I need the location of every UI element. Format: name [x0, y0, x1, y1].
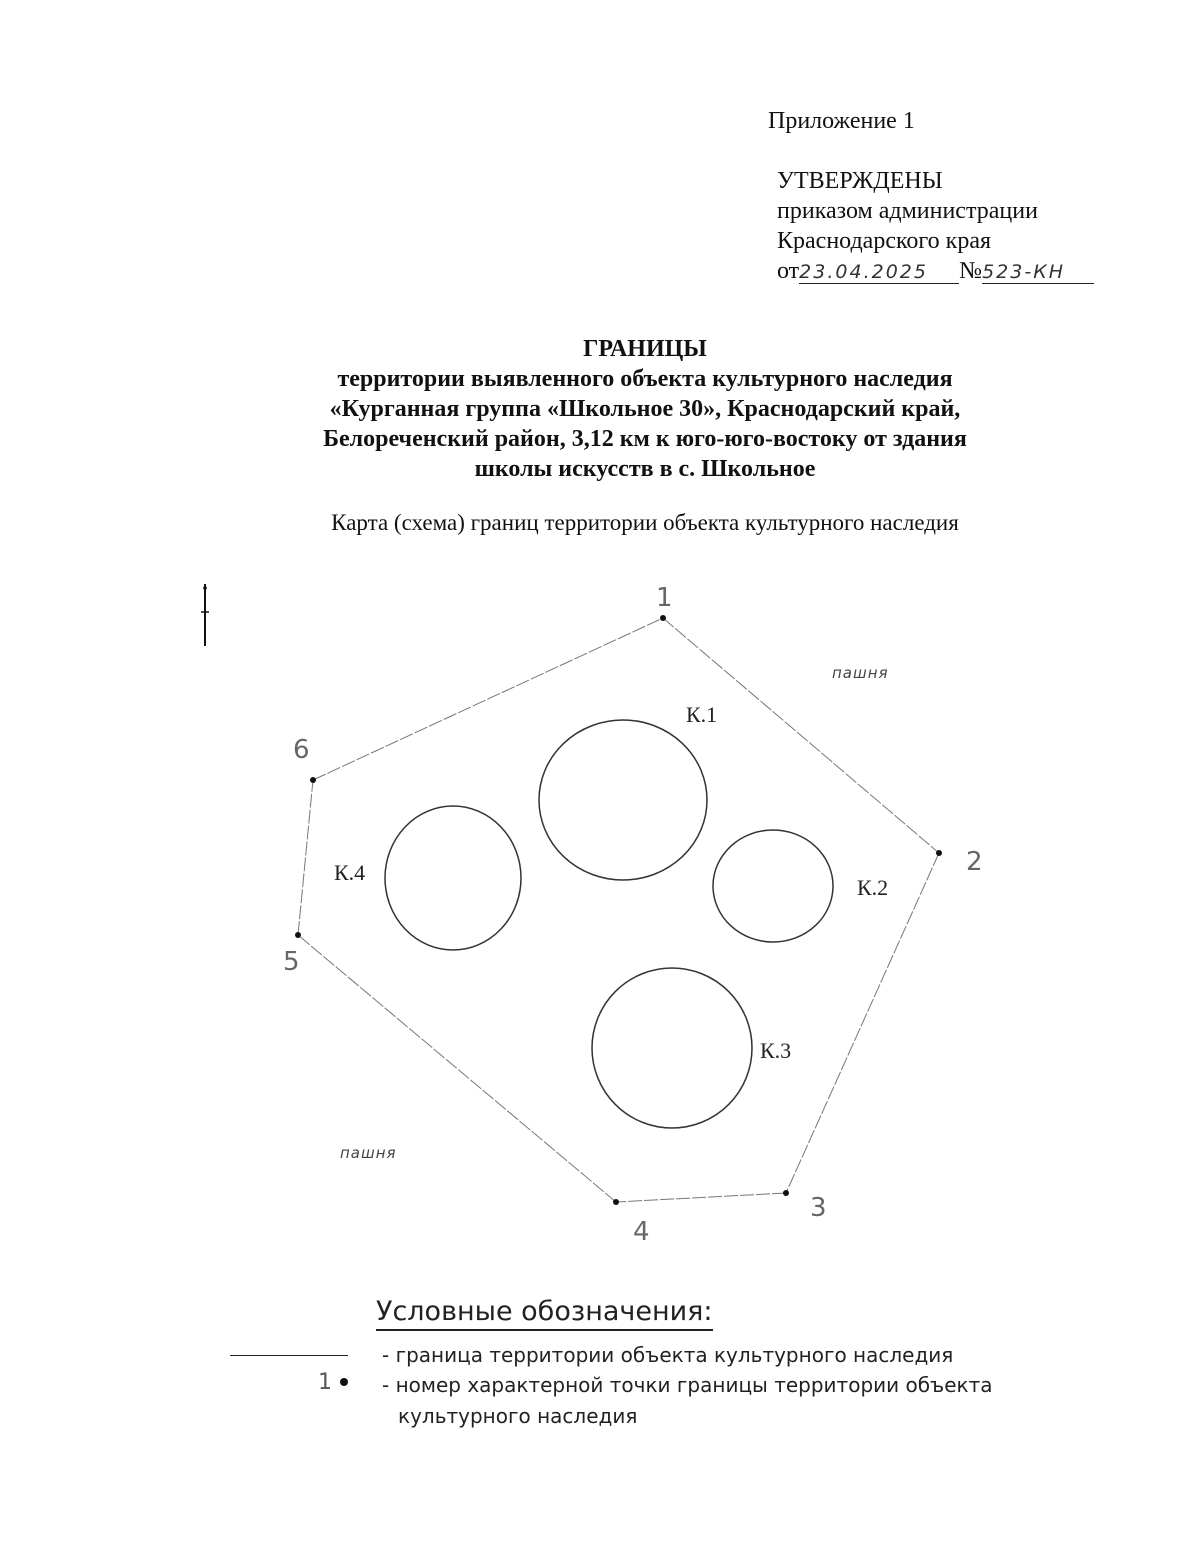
north-arrow-icon [201, 584, 209, 646]
point-label-5: 5 [283, 947, 300, 977]
mound-label-k2: К.2 [857, 875, 889, 900]
map-caption: Карта (схема) границ территории объекта культурного наследия [331, 510, 959, 535]
mound-k3 [592, 968, 752, 1128]
territory-boundary [298, 618, 939, 1202]
legend-point-text-1: - номер характерной точки границы территории объекта [382, 1373, 993, 1397]
boundary-map [0, 560, 1200, 1260]
date-value: 23.04.2025 [799, 261, 959, 284]
mound-k4 [385, 806, 521, 950]
legend-heading: Условные обозначения: [376, 1296, 713, 1331]
order-date-line [777, 256, 1094, 286]
title-line-2: «Курганная группа «Школьное 30», Краснодарский край, [329, 396, 961, 422]
land-label-arable-sw: пашня [340, 1144, 397, 1162]
order-line-2: Краснодарского края [777, 228, 992, 254]
title-line-3: Белореченский район, 3,12 км к юго-юго-востоку от здания [323, 426, 967, 452]
point-label-6: 6 [293, 735, 310, 765]
mound-k2 [713, 830, 833, 942]
mound-k1 [539, 720, 707, 880]
number-value: 523-КН [982, 261, 1094, 284]
title-line-4: школы искусств в с. Школьное [474, 456, 816, 482]
mound-label-k4: К.4 [334, 860, 366, 885]
approved-label: УТВЕРЖДЕНЫ [777, 168, 943, 194]
boundary-segment-5-6 [298, 780, 313, 935]
point-marker-3 [783, 1190, 789, 1196]
date-prefix: от [777, 258, 800, 284]
appendix-label: Приложение 1 [768, 108, 915, 134]
mound-label-k1: К.1 [686, 702, 718, 727]
land-label-arable-ne: пашня [832, 664, 889, 682]
title-line-1: территории выявленного объекта культурного наследия [337, 366, 953, 392]
point-label-1: 1 [656, 583, 673, 613]
number-prefix: № [959, 258, 983, 284]
boundary-segment-2-3 [786, 853, 939, 1193]
point-label-4: 4 [633, 1217, 650, 1247]
point-marker-1 [660, 615, 666, 621]
document-title [0, 334, 1200, 484]
point-marker-2 [936, 850, 942, 856]
point-marker-5 [295, 932, 301, 938]
legend-point-text-2: культурного наследия [398, 1404, 638, 1428]
legend-point-dot-icon [340, 1378, 348, 1386]
boundary-segment-3-4 [616, 1193, 786, 1202]
legend-boundary-line-icon [230, 1355, 348, 1356]
point-label-2: 2 [966, 847, 983, 877]
order-line-1: приказом администрации [777, 198, 1038, 224]
legend-boundary-text: - граница территории объекта культурного наследия [382, 1343, 954, 1367]
title-main: ГРАНИЦЫ [583, 336, 707, 362]
boundary-segment-6-1 [313, 618, 663, 780]
point-marker-4 [613, 1199, 619, 1205]
approval-block [777, 166, 1094, 286]
point-marker-6 [310, 777, 316, 783]
point-label-3: 3 [810, 1193, 827, 1223]
mound-label-k3: К.3 [760, 1038, 792, 1063]
legend-point-number: 1 [318, 1370, 332, 1395]
